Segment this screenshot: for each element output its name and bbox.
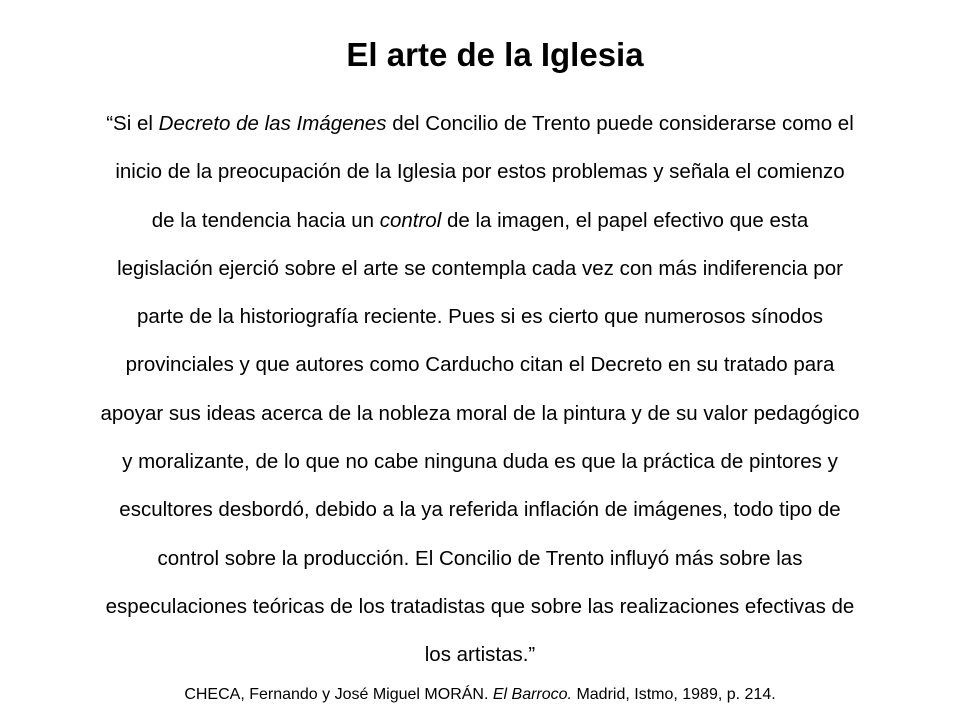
quote-line [22,438,938,486]
quote-line [22,197,938,245]
slide-title: El arte de la Iglesia [346,36,644,73]
quote-text: los artistas.” [424,643,536,667]
quote-line [22,100,938,148]
quote-line [22,583,938,631]
quote-text: legislación ejerció sobre el arte se contempla cada vez con más indiferencia por [117,256,843,280]
quote-block [22,100,938,680]
quote-text: escultores desbordó, debido a la ya referida inflación de imágenes, todo tipo de [119,498,841,522]
quote-line [22,245,938,293]
quote-italic-text: Decreto de las Imágenes [158,112,387,135]
quote-text: parte de la historiografía reciente. Pues si es cierto que numerosos sínodos [137,305,823,329]
citation-text: Madrid, Istmo, 1989, p. 214. [572,686,776,703]
quote-text: control sobre la producción. El Concilio de Trento influyó más sobre las [157,546,803,570]
quote-text: apoyar sus ideas acerca de la nobleza moral de la pintura y de su valor pedagógico [100,401,860,425]
quote-line [22,293,938,341]
quote-line [22,341,938,389]
quote-text: del Concilio de Trento puede considerarse como el [386,112,854,135]
quote-text: provinciales y que autores como Carducho citan el Decreto en su tratado para [125,353,835,377]
quote-text: y moralizante, de lo que no cabe ninguna duda es que la práctica de pintores y [122,450,838,474]
citation-book-title: El Barroco. [492,686,572,703]
quote-text: “Si el [106,112,159,135]
quote-text: inicio de la preocupación de la Iglesia por estos problemas y señala el comienzo [115,160,845,184]
quote-line [22,486,938,534]
quote-line [22,390,938,438]
citation [0,686,960,704]
quote-italic-text: control [379,208,442,232]
quote-text: de la imagen, el papel efectivo que esta [441,208,809,232]
quote-text: especulaciones teóricas de los tratadistas que sobre las realizaciones efectivas de [105,594,855,618]
quote-line [22,148,938,196]
quote-line [22,535,938,583]
quote-text: de la tendencia hacia un [151,208,380,232]
citation-text: CHECA, Fernando y José Miguel MORÁN. [184,686,493,703]
quote-line [22,631,938,679]
